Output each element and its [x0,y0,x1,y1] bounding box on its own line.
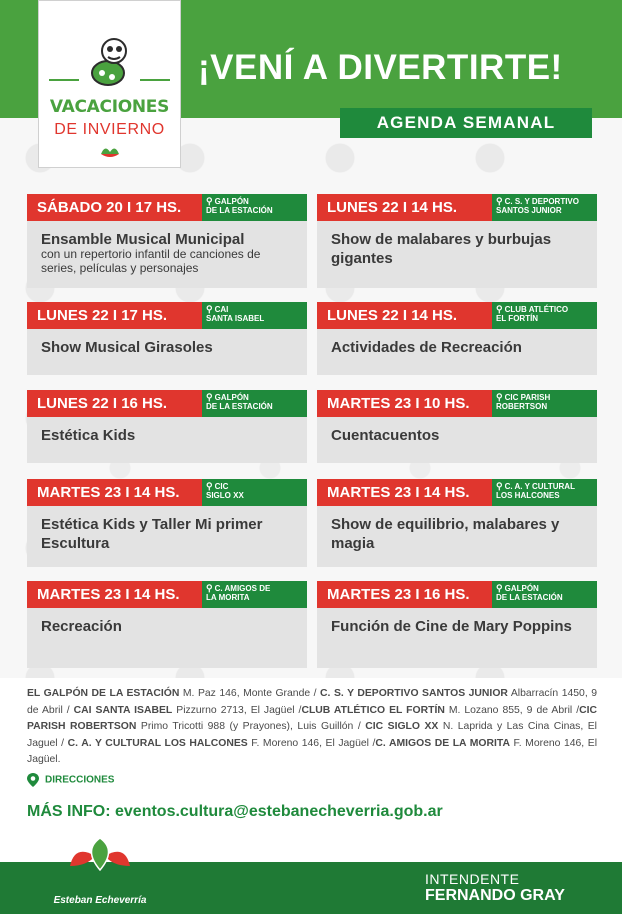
event-place [492,390,597,417]
directions-link[interactable] [27,773,114,787]
address-detail: N. Laprida y Las Cina Cinas, El Jaguel / [27,721,597,749]
event-date: MARTES 23 I 16 HS. [317,581,492,608]
event-title: Show de equilibrio, malabares y magia [331,516,560,552]
event-place-line1: C. S. Y DEPORTIVO [504,197,579,206]
event-card [27,194,307,288]
event-card [317,581,597,668]
intendente-name: FERNANDO GRAY [425,887,565,904]
location-pin-icon: ⚲ [496,583,503,593]
event-place-line2: LOS HALCONES [496,491,560,500]
address-name: C. A. Y CULTURAL LOS HALCONES [67,737,248,749]
event-card [27,479,307,567]
location-pin-icon: ⚲ [496,304,503,314]
location-pin-icon: ⚲ [206,481,213,491]
address-detail: Albarracín 1450, 9 de Abril / [27,688,598,716]
campaign-logo [38,0,181,168]
event-title: Ensamble Musical Municipal [41,231,245,248]
more-info-email[interactable]: MÁS INFO: eventos.cultura@estebanecheverria.gob.ar [27,803,443,820]
location-pin-icon: ⚲ [206,196,213,206]
event-place-line1: CIC [214,482,229,491]
event-place [202,302,307,329]
address-name: CAI SANTA ISABEL [73,704,173,716]
logo-subtitle: DE INVIERNO [54,121,165,138]
intendente-label: INTENDENTE [425,871,520,887]
agenda-label: AGENDA SEMANAL [340,108,592,138]
event-place-line1: CAI [214,305,229,314]
event-place [492,302,597,329]
location-pin-icon: ⚲ [496,481,503,491]
event-place-line1: GALPÓN [214,197,249,206]
event-place-line2: SANTA ISABEL [206,314,265,323]
address-name: C. AMIGOS DE LA MORITA [375,737,510,749]
address-name: CLUB ATLÉTICO EL FORTÍN [301,704,445,716]
address-detail: M. Lozano 855, 9 de Abril / [444,704,580,716]
location-pin-icon: ⚲ [496,392,503,402]
logo-title: VACACIONES [49,97,170,117]
address-detail: F. Moreno 146, El Jagüel / [247,737,376,749]
event-card [27,302,307,375]
address-detail: Pizzurno 2713, El Jagüel / [172,704,302,716]
event-date: MARTES 23 I 10 HS. [317,390,492,417]
location-pin-icon: ⚲ [206,304,213,314]
event-date: LUNES 22 I 16 HS. [27,390,202,417]
event-place-line2: DE LA ESTACIÓN [206,402,273,411]
event-place-line1: CIC PARISH [504,393,551,402]
event-title: Estética Kids y Taller Mi primer Escultura [41,516,263,552]
event-place-line2: EL FORTÍN [496,314,539,323]
event-card [317,479,597,567]
event-place [492,479,597,506]
event-place [202,390,307,417]
municipality-logo [50,836,150,906]
event-place [202,581,307,608]
location-pin-icon [27,773,39,787]
addresses-list [27,686,597,769]
address-name: C. S. Y DEPORTIVO SANTOS JUNIOR [320,688,508,699]
address-name: CIC PARISH ROBERTSON [27,704,598,732]
event-date: MARTES 23 I 14 HS. [317,479,492,506]
event-card [27,581,307,668]
address-detail: M. Paz 146, Monte Grande / [179,688,321,699]
event-subtitle: con un repertorio infantil de canciones de series, películas y personajes [41,247,261,275]
event-place [202,194,307,221]
event-place-line2: DE LA ESTACIÓN [206,206,273,215]
event-place [492,194,597,221]
event-date: MARTES 23 I 14 HS. [27,479,202,506]
event-card [317,194,597,288]
event-date: MARTES 23 I 14 HS. [27,581,202,608]
directions-label: DIRECCIONES [45,774,115,786]
event-title: Recreación [41,618,122,635]
event-place-line2: ROBERTSON [496,402,548,411]
event-place-line1: GALPÓN [214,393,249,402]
address-detail: Primo Tricotti 988 (y Prayones), Luis Guillón / [136,721,366,732]
dinosaur-mascot-icon [80,33,140,91]
location-pin-icon: ⚲ [206,392,213,402]
event-title: Cuentacuentos [331,427,440,444]
event-title: Función de Cine de Mary Poppins [331,618,572,635]
leaf-logo-icon [65,836,135,876]
leaf-logo-icon [99,144,121,158]
event-title: Show de malabares y burbujas gigantes [331,231,552,267]
event-title: Actividades de Recreación [331,339,522,356]
event-card [317,302,597,375]
event-place-line1: CLUB ATLÉTICO [504,305,569,314]
event-place-line1: GALPÓN [504,584,539,593]
event-place-line2: SIGLO XX [206,491,244,500]
address-name: CIC SIGLO XX [365,721,439,732]
event-place-line2: LA MORITA [206,593,250,602]
event-date: LUNES 22 I 14 HS. [317,194,492,221]
logo-divider-left [49,79,79,81]
event-place [202,479,307,506]
event-title: Show Musical Girasoles [41,339,213,356]
event-place-line1: C. A. Y CULTURAL [504,482,575,491]
intendente-credit [425,871,565,905]
municipality-name: Esteban Echeverría [53,895,147,906]
event-place-line2: SANTOS JUNIOR [496,206,562,215]
event-card [27,390,307,463]
logo-divider-right [140,79,170,81]
event-card [317,390,597,463]
event-place-line1: C. AMIGOS DE [214,584,271,593]
event-place [492,581,597,608]
event-title: Estética Kids [41,427,136,444]
event-date: SÁBADO 20 I 17 HS. [27,194,202,221]
address-name: EL GALPÓN DE LA ESTACIÓN [27,688,180,699]
address-detail: F. Moreno 146, El Jagüel. [27,737,598,765]
headline: ¡VENÍ A DIVERTIRTE! [198,48,563,87]
event-date: LUNES 22 I 17 HS. [27,302,202,329]
location-pin-icon: ⚲ [206,583,213,593]
event-place-line2: DE LA ESTACIÓN [496,593,563,602]
location-pin-icon: ⚲ [496,196,503,206]
event-date: LUNES 22 I 14 HS. [317,302,492,329]
